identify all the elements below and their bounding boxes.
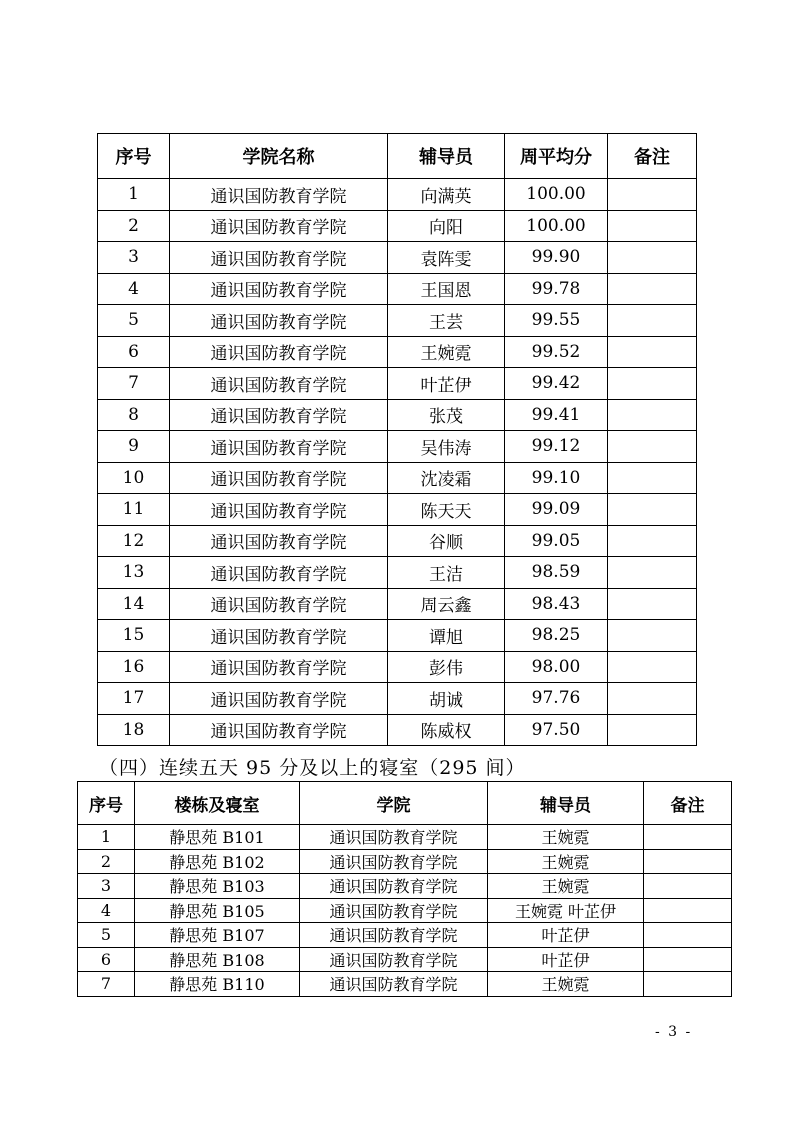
- table-cell: [608, 273, 697, 305]
- table-row: [78, 874, 732, 899]
- table-cell: 6: [98, 336, 170, 368]
- table-cell: 5: [98, 305, 170, 337]
- table-cell: 2: [78, 849, 135, 874]
- table-cell: 向满英: [388, 179, 505, 211]
- column-header: 周平均分: [505, 134, 608, 179]
- table-cell: 王婉霓: [488, 825, 644, 850]
- table-cell: 彭伟: [388, 651, 505, 683]
- table-cell: 通识国防教育学院: [170, 179, 388, 211]
- table-row: [98, 557, 697, 589]
- table-cell: 99.55: [505, 305, 608, 337]
- table-cell: 9: [98, 431, 170, 463]
- table-row: [98, 179, 697, 211]
- table-cell: 通识国防教育学院: [170, 462, 388, 494]
- table-cell: 99.41: [505, 399, 608, 431]
- table-header-row: [78, 782, 732, 825]
- table-cell: 3: [98, 242, 170, 274]
- table-row: [98, 336, 697, 368]
- table-cell: 100.00: [505, 179, 608, 211]
- table-cell: 静思苑 B101: [135, 825, 300, 850]
- table-cell: [608, 525, 697, 557]
- table-cell: 通识国防教育学院: [170, 714, 388, 746]
- table-cell: 袁阵雯: [388, 242, 505, 274]
- table-cell: 99.52: [505, 336, 608, 368]
- table-cell: 王婉霓: [388, 336, 505, 368]
- table-cell: 99.90: [505, 242, 608, 274]
- table-cell: 18: [98, 714, 170, 746]
- table-row: [98, 462, 697, 494]
- table-cell: 3: [78, 874, 135, 899]
- page-number: - 3 -: [655, 1024, 693, 1040]
- table-cell: 通识国防教育学院: [170, 242, 388, 274]
- column-header: 楼栋及寝室: [135, 782, 300, 825]
- table-cell: 通识国防教育学院: [170, 588, 388, 620]
- table-cell: 静思苑 B108: [135, 947, 300, 972]
- column-header: 学院: [300, 782, 488, 825]
- table-cell: 13: [98, 557, 170, 589]
- table-cell: 通识国防教育学院: [170, 305, 388, 337]
- table-cell: [608, 557, 697, 589]
- table-cell: 5: [78, 923, 135, 948]
- table-cell: 99.09: [505, 494, 608, 526]
- table-cell: 99.12: [505, 431, 608, 463]
- table-cell: 通识国防教育学院: [170, 525, 388, 557]
- table-cell: 15: [98, 620, 170, 652]
- column-header: 序号: [98, 134, 170, 179]
- table-row: [78, 972, 732, 997]
- table-row: [98, 305, 697, 337]
- table-cell: [608, 683, 697, 715]
- table-cell: 97.50: [505, 714, 608, 746]
- table-cell: 通识国防教育学院: [170, 431, 388, 463]
- table-cell: 1: [78, 825, 135, 850]
- table-row: [98, 651, 697, 683]
- table-cell: 12: [98, 525, 170, 557]
- table-cell: 99.10: [505, 462, 608, 494]
- table-cell: [644, 825, 732, 850]
- table-cell: 王婉霓: [488, 849, 644, 874]
- table-cell: [608, 210, 697, 242]
- table-cell: 通识国防教育学院: [170, 368, 388, 400]
- table-cell: 吴伟涛: [388, 431, 505, 463]
- table-row: [98, 273, 697, 305]
- dormitory-table: [77, 781, 732, 997]
- table-row: [98, 683, 697, 715]
- table-row: [98, 368, 697, 400]
- table-cell: 周云鑫: [388, 588, 505, 620]
- table-cell: 静思苑 B107: [135, 923, 300, 948]
- table-cell: 沈凌霜: [388, 462, 505, 494]
- table-cell: 叶芷伊: [388, 368, 505, 400]
- column-header: 备注: [608, 134, 697, 179]
- table-cell: 100.00: [505, 210, 608, 242]
- table-cell: [608, 305, 697, 337]
- table-row: [78, 849, 732, 874]
- table-cell: [644, 849, 732, 874]
- table-cell: [608, 462, 697, 494]
- advisor-score-table: [97, 133, 697, 746]
- table-cell: 10: [98, 462, 170, 494]
- table-cell: 王国恩: [388, 273, 505, 305]
- table-header-row: [98, 134, 697, 179]
- table-cell: 通识国防教育学院: [300, 898, 488, 923]
- table-cell: 通识国防教育学院: [300, 972, 488, 997]
- table-cell: 陈天天: [388, 494, 505, 526]
- table-cell: 通识国防教育学院: [170, 210, 388, 242]
- table-cell: 王洁: [388, 557, 505, 589]
- column-header: 辅导员: [488, 782, 644, 825]
- table-cell: 静思苑 B103: [135, 874, 300, 899]
- table-cell: [644, 972, 732, 997]
- table-cell: 1: [98, 179, 170, 211]
- table-row: [98, 525, 697, 557]
- table-cell: [608, 494, 697, 526]
- table-cell: 谷顺: [388, 525, 505, 557]
- table-row: [78, 947, 732, 972]
- table-cell: 4: [78, 898, 135, 923]
- column-header: 备注: [644, 782, 732, 825]
- table-cell: [608, 399, 697, 431]
- table-cell: 4: [98, 273, 170, 305]
- table-cell: 王芸: [388, 305, 505, 337]
- table-cell: 通识国防教育学院: [170, 494, 388, 526]
- table-cell: 17: [98, 683, 170, 715]
- table-cell: 谭旭: [388, 620, 505, 652]
- table-row: [98, 588, 697, 620]
- column-header: 序号: [78, 782, 135, 825]
- table-cell: 98.59: [505, 557, 608, 589]
- table-cell: [608, 336, 697, 368]
- table-cell: 通识国防教育学院: [300, 874, 488, 899]
- table-cell: 通识国防教育学院: [300, 849, 488, 874]
- table-cell: [608, 620, 697, 652]
- table-row: [98, 714, 697, 746]
- table-cell: 99.42: [505, 368, 608, 400]
- table-cell: 胡诚: [388, 683, 505, 715]
- table-cell: 叶芷伊: [488, 923, 644, 948]
- table-cell: 11: [98, 494, 170, 526]
- table-cell: 叶芷伊: [488, 947, 644, 972]
- table-cell: 陈威权: [388, 714, 505, 746]
- table-cell: [608, 714, 697, 746]
- table-cell: 通识国防教育学院: [170, 683, 388, 715]
- table-cell: 7: [98, 368, 170, 400]
- table-cell: 静思苑 B105: [135, 898, 300, 923]
- table-cell: 静思苑 B102: [135, 849, 300, 874]
- table-row: [98, 210, 697, 242]
- table-cell: 99.05: [505, 525, 608, 557]
- table-row: [98, 494, 697, 526]
- table-cell: 通识国防教育学院: [300, 947, 488, 972]
- table-cell: [608, 242, 697, 274]
- table-cell: 通识国防教育学院: [300, 923, 488, 948]
- table-cell: 8: [98, 399, 170, 431]
- table-cell: 王婉霓: [488, 972, 644, 997]
- table-cell: 6: [78, 947, 135, 972]
- table-cell: 通识国防教育学院: [170, 336, 388, 368]
- table-cell: [608, 651, 697, 683]
- table-cell: [608, 431, 697, 463]
- table-cell: 通识国防教育学院: [170, 620, 388, 652]
- table-cell: 14: [98, 588, 170, 620]
- table-cell: 通识国防教育学院: [300, 825, 488, 850]
- table-cell: 通识国防教育学院: [170, 273, 388, 305]
- table-row: [98, 242, 697, 274]
- table-row: [78, 825, 732, 850]
- table-cell: 通识国防教育学院: [170, 557, 388, 589]
- column-header: 学院名称: [170, 134, 388, 179]
- table-cell: 97.76: [505, 683, 608, 715]
- table-row: [78, 898, 732, 923]
- section-heading: （四）连续五天 95 分及以上的寝室（295 间）: [99, 757, 526, 779]
- table-row: [98, 620, 697, 652]
- table-cell: [608, 179, 697, 211]
- table-cell: [644, 947, 732, 972]
- table-cell: 98.43: [505, 588, 608, 620]
- table-cell: [644, 898, 732, 923]
- table-cell: 通识国防教育学院: [170, 651, 388, 683]
- table-cell: [644, 874, 732, 899]
- table-cell: 2: [98, 210, 170, 242]
- table-cell: 99.78: [505, 273, 608, 305]
- table-cell: [608, 588, 697, 620]
- table-cell: [608, 368, 697, 400]
- table-cell: 98.00: [505, 651, 608, 683]
- table-row: [98, 399, 697, 431]
- table-cell: 16: [98, 651, 170, 683]
- table-cell: 向阳: [388, 210, 505, 242]
- table-cell: 静思苑 B110: [135, 972, 300, 997]
- table-cell: 7: [78, 972, 135, 997]
- table-cell: 张茂: [388, 399, 505, 431]
- table-cell: 98.25: [505, 620, 608, 652]
- table-row: [78, 923, 732, 948]
- table-cell: [644, 923, 732, 948]
- column-header: 辅导员: [388, 134, 505, 179]
- table-cell: 王婉霓: [488, 874, 644, 899]
- table-cell: 通识国防教育学院: [170, 399, 388, 431]
- table-cell: 王婉霓 叶芷伊: [488, 898, 644, 923]
- table-row: [98, 431, 697, 463]
